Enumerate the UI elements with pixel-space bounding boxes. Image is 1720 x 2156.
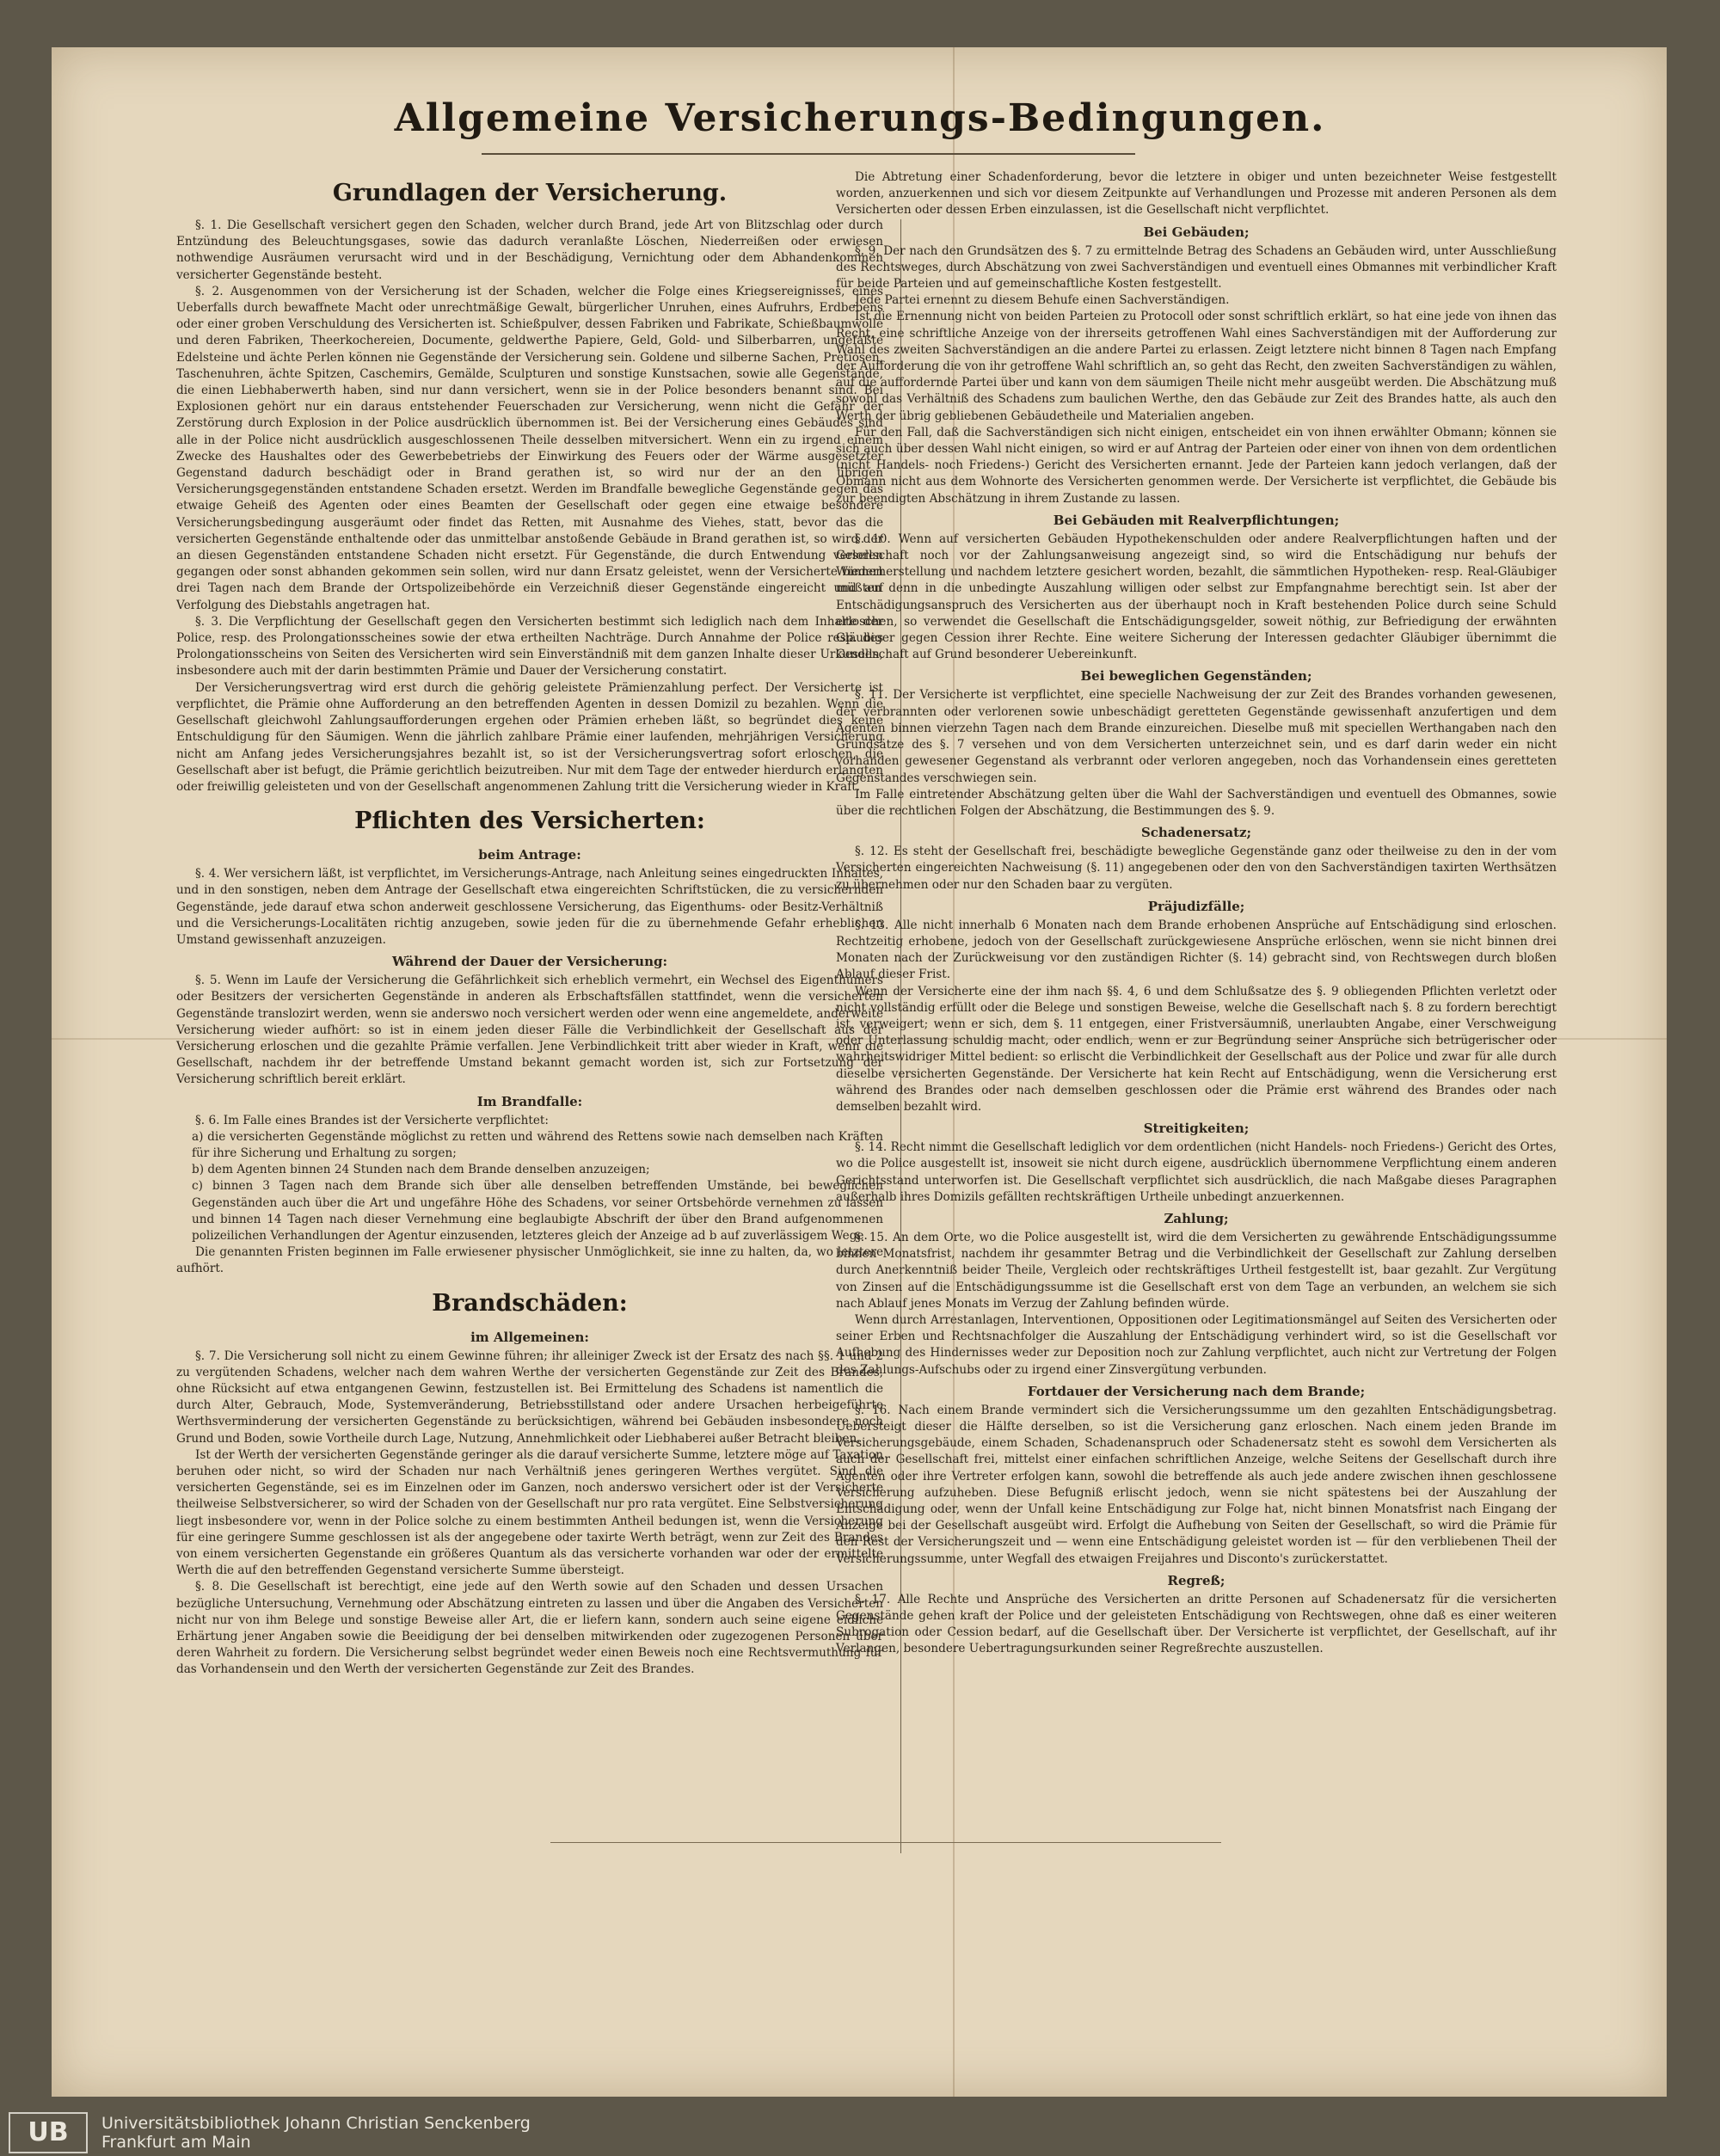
subsection-heading: Bei beweglichen Gegenständen; bbox=[1080, 668, 1312, 685]
section-heading: Grundlagen der Versicherung. bbox=[332, 180, 728, 206]
library-credit bbox=[101, 2114, 531, 2152]
left-column bbox=[176, 168, 883, 1679]
ub-logo: UB bbox=[9, 2112, 88, 2153]
paragraph: §. 12. Es steht der Gesellschaft frei, beschädigte bewegliche Gegenstände ganz oder theilweise zu den in der vom Versicherten eingereichten Nachweisung (§. 11) angegebenen oder den von den Sachverständigen taxirten Werthsätzen zu übernehmen oder nur den Schaden baar zu vergüten. bbox=[836, 845, 1557, 892]
paragraph: Der Versicherungsvertrag wird erst durch die gehörig geleistete Prämienzahlung perfect. Der Versicherte ist verpflichtet, die Prämie ohne Aufforderung an den betreffenden Agenten in dessen Domizil zu bezahlen. Wenn die Gesellschaft gleichwohl Zahlungsaufforderungen ergehen oder Prämien erheben läßt, so begründet dies keine Entschuldigung für den Säumigen. Wenn die jährlich zahlbare Prämie einer laufenden, mehrjährigen Versicherung nicht am Anfang jedes Versicherungsjahres bezahlt ist, so ist der Versicherungsvertrag sofort erloschen, die Gesellschaft aber ist befugt, die Prämie gerichtlich beizutreiben. Nur mit dem Tage der entweder hierdurch erlangten oder freiwillig geleisteten und von der Gesellschaft angenommenen Zahlung tritt die Versicherung wieder in Kraft. bbox=[176, 680, 883, 794]
subsection-heading: beim Antrage: bbox=[478, 847, 581, 863]
paragraph: Im Falle eintretender Abschätzung gelten über die Wahl der Sachverständigen und eventuell des Obmannes, sowie über die rechtlichen Folgen der Abschätzung, die Bestimmungen des §. 9. bbox=[836, 787, 1557, 818]
paragraph: Die genannten Fristen beginnen im Falle erwiesener physischer Unmöglichkeit, sie inne zu halten, da, wo letztere aufhört. bbox=[176, 1245, 883, 1276]
subsection-heading: Bei Gebäuden mit Realverpflichtungen; bbox=[1053, 512, 1340, 528]
section-heading: Pflichten des Versicherten: bbox=[354, 808, 705, 835]
list-item: c) binnen 3 Tagen nach dem Brande sich über alle denselben betreffenden Umstände, bei beweglichen Gegenständen auch über die Art und ungefähre Höhe des Schadens, vor seiner Ortsbehörde vernehmen zu lassen und binnen 14 Tagen nach dieser Vernehmung eine beglaubigte Abschrift der über den Brand aufgenommenen polizeilichen Verhandlungen der Agentur einzusenden, letzteres gleich der Anzeige ad b auf zuverlässigem Wege. bbox=[192, 1179, 883, 1243]
library-name: Universitätsbibliothek Johann Christian Senckenberg bbox=[101, 2114, 531, 2133]
paragraph: §. 8. Die Gesellschaft ist berechtigt, eine jede auf den Werth sowie auf den Schaden und dessen Ursachen bezügliche Untersuchung, Vernehmung oder Abschätzung eintreten zu lassen und über die Angaben des Versicherten nicht nur von ihm Belege und sonstige Beweise aller Art, die er liefern kann, sondern auch seine eigene eidliche Erhärtung jener Angaben sowie die Beeidigung der bei denselben mitwirkenden oder zugezogenen Personen über deren Wahrheit zu fordern. Die Versicherung selbst begründet weder einen Beweis noch eine Rechtsvermuthung für das Vorhandensein und den Werth der versicherten Gegenstände zur Zeit des Brandes. bbox=[176, 1580, 883, 1677]
list-item: b) dem Agenten binnen 24 Stunden nach dem Brande denselben anzuzeigen; bbox=[192, 1163, 650, 1177]
subsection-heading: Zahlung; bbox=[1164, 1210, 1229, 1226]
paragraph: §. 13. Alle nicht innerhalb 6 Monaten nach dem Brande erhobenen Ansprüche auf Entschädigung sind erloschen. Rechtzeitig erhobene, jedoch von der Gesellschaft zurückgewiesene Ansprüche erlöschen, wenn sie nicht binnen drei Monaten nach der Zurückweisung vor den zuständigen Richter (§. 14) gebracht sind, von Rechtswegen durch bloßen Ablauf dieser Frist. bbox=[836, 918, 1557, 982]
paragraph: §. 11. Der Versicherte ist verpflichtet, eine specielle Nachweisung der zur Zeit des Brandes vorhanden gewesenen, der verbrannten oder verlorenen sowie unbeschädigt geretteten Gegenstände gewissenhaft anzufertigen und dem Agenten binnen vierzehn Tagen nach dem Brande einzureichen. Dieselbe muß mit speciellen Werthangaben nach den Grundsätze des §. 7 versehen und von dem Versicherten unterzeichnet sein, und es darf darin weder ein nicht vorhanden gewesener Gegenstand als verbrannt oder verloren angegeben, noch das Vorhandensein eines geretteten Gegenstandes verschwiegen sein. bbox=[836, 688, 1557, 785]
paragraph: Jede Partei ernennt zu diesem Behufe einen Sachverständigen. bbox=[855, 293, 1230, 308]
paragraph: §. 7. Die Versicherung soll nicht zu einem Gewinne führen; ihr alleiniger Zweck ist der Ersatz des nach §§. 1 und 2 zu vergütenden Schadens, welcher nach dem wahren Werthe der versicherten Gegenstände zur Zeit des Brandes, ohne Rücksicht auf etwa entgangenen Gewinn, festzustellen ist. Bei Ermittelung des Schadens ist namentlich die durch Alter, Gebrauch, Mode, Systemveränderung, Betriebsstillstand oder andere Ursachen herbeigeführte Werthsverminderung der versicherten Gegenstände zu berücksichtigen, während bei Gebäuden insbesondere noch Grund und Boden, sowie Vortheile durch Lage, Nutzung, Annehmlichkeit oder Liebhaberei außer Betracht bleiben. bbox=[176, 1348, 883, 1446]
paragraph: §. 16. Nach einem Brande vermindert sich die Versicherungssumme um den gezahlten Entschädigungsbetrag. Uebersteigt dieser die Hälfte derselben, so ist die Versicherung ganz erloschen. Nach einem jeden Brande im Versicherungsgebäude, einem Schaden, Schadenanspruch oder Schadenersatz steht es sowohl dem Versicherten als auch der Gesellschaft frei, mittelst einer einfachen schriftlichen Anzeige, welche Seitens der Gesellschaft durch ihre Agenten oder ihre Vertreter erfolgen kann, sowohl die betreffende als auch jede andere zwischen ihnen geschlossene Versicherung aufzuheben. Diese Befugniß erlischt jedoch, wenn sie nicht spätestens bei der Auszahlung der Entschädigung oder, wenn der Unfall keine Entschädigung zur Folge hat, nicht binnen Monatsfrist nach Eingang der Anzeige bei der Gesellschaft ausgeübt wird. Erfolgt die Aufhebung von Seiten der Gesellschaft, so wird die Prämie für den Rest der Versicherungszeit und — wenn eine Entschädigung geleistet worden ist — für den verbliebenen Theil der Versicherungssumme, unter Wegfall des etwaigen Freijahres und Disconto's zurückerstattet. bbox=[836, 1403, 1557, 1566]
paragraph: §. 10. Wenn auf versicherten Gebäuden Hypothekenschulden oder andere Realverpflichtungen haften und der Gesellschaft noch vor der Zahlungsanweisung angezeigt sind, so wird die Entschädigung nur behufs der Wiederherstellung und nachdem letztere gesichert worden, bezahlt, die sämmtlichen Hypotheken- resp. Real-Gläubiger müßten denn in die unbedingte Auszahlung willigen oder selbst zur Empfangnahme berechtigt sein. Ist aber der Entschädigungsanspruch des Versicherten aus der überhaupt noch in Kraft bestehenden Police durch seine Schuld erloschen, so verwendet die Gesellschaft die Entschädigungsgelder, soweit nöthig, zur Befriedigung der erwähnten Gläubiger gegen Cession ihrer Rechte. Eine weitere Sicherung der Interessen gedachter Gläubiger übernimmt die Gesellschaft auf Grund besonderer Uebereinkunft. bbox=[836, 531, 1557, 662]
paragraph: §. 5. Wenn im Laufe der Versicherung die Gefährlichkeit sich erheblich vermehrt, ein Wechsel des Eigenthümers oder Besitzers der versicherten Gegenstände in anderen als Erbschaftsfällen stattfindet, wenn die versicherten Gegenstände translozirt werden, wenn sie anderswo noch versichert werden oder wenn eine angemeldete, anderweite Versicherung wieder aufhört: so ist in einem jeden dieser Fälle die Verbindlichkeit der Gesellschaft aus der Versicherung erloschen und die gezahlte Prämie verfallen. Jene Verbindlichkeit tritt aber wieder in Kraft, wenn die Gesellschaft, nachdem ihr der betreffende Umstand bekannt gemacht worden ist, sich zur Fortsetzung der Versicherung schriftlich bereit erklärt. bbox=[176, 974, 883, 1087]
end-rule bbox=[550, 1842, 1221, 1843]
paragraph: Wenn der Versicherte eine der ihm nach §§. 4, 6 und dem Schlußsatze des §. 9 obliegenden Pflichten verletzt oder nicht vollständig erfüllt oder die Belege und sonstigen Beweise, welche die Gesellschaft nach §. 8 zu fordern berechtigt ist, verweigert; wenn er sich, dem §. 11 entgegen, einer Fristversäumniß, unerlaubten Angabe, einer Verschweigung oder Unterlassung schuldig macht, oder endlich, wenn er zur Begründung seiner Ansprüche sich betrügerischer oder wahrheitswidriger Mittel bedient: so erlischt die Verbindlichkeit der Gesellschaft aus der Police und zwar für alle durch dieselbe versicherten Gegenstände. Der Versicherte hat kein Recht auf Entschädigung, wenn die Versicherung erst während des Brandes oder nach demselben geschlossen oder die Prämie erst während des Brandes oder nach demselben bezahlt wird. bbox=[836, 984, 1557, 1114]
section-heading: Brandschäden: bbox=[432, 1289, 628, 1317]
obligation-list bbox=[176, 1129, 883, 1244]
paragraph: Die Abtretung einer Schadenforderung, bevor die letztere in obiger und unten bezeichneter Weise festgestellt worden, anzuerkennen und sich vor diesem Zeitpunkte auf Verhandlungen und Prozesse mit anderen Personen als dem Versicherten oder dessen Erben einzulassen, ist die Gesellschaft nicht verpflichtet. bbox=[836, 170, 1557, 218]
subsection-heading: im Allgemeinen: bbox=[470, 1329, 589, 1345]
paragraph: Für den Fall, daß die Sachverständigen sich nicht einigen, entscheidet ein von ihnen erwählter Obmann; können sie sich auch über dessen Wahl nicht einigen, so wird er auf Antrag der Parteien oder einer von ihnen von dem ordentlichen (nicht Handels- noch Friedens-) Gericht des Versicherten ernannt. Jede der Parteien kann jedoch verlangen, daß der Obmann nicht aus dem Wohnorte des Versicherten genommen werde. Der Versicherte ist verpflichtet, die Gebäude bis zur beendigten Abschätzung in ihrem Zustande zu lassen. bbox=[836, 425, 1557, 506]
library-footer bbox=[0, 2105, 1720, 2156]
paragraph: §. 3. Die Verpflichtung der Gesellschaft gegen den Versicherten bestimmt sich lediglich nach dem Inhalte der Police, resp. des Prolongationsscheines sowie der etwa ertheilten Nachträge. Durch Annahme der Police resp. des Prolongationsscheins von Seiten des Versicherten wird sein Einverständniß mit dem ganzen Inhalte dieser Urkunden, insbesondere auch mit der darin bestimmten Prämie und Dauer der Versicherung constatirt. bbox=[176, 614, 883, 679]
right-column bbox=[836, 169, 1557, 1658]
paragraph: Ist die Ernennung nicht von beiden Parteien zu Protocoll oder sonst schriftlich erklärt, so hat eine jede von ihnen das Recht, eine schriftliche Anzeige von der ihrerseits getroffenen Wahl eines Sachverständigen mit der Aufforderung zur Wahl des zweiten Sachverständigen an die andere Partei zu erlassen. Zeigt letztere nicht binnen 8 Tagen nach Empfang der Aufforderung die von ihr getroffene Wahl schriftlich an, so geht das Recht, den zweiten Sachverständigen zu wählen, auf die auffordernde Partei über und kann von dem säumigen Theile nicht mehr ausgeübt werden. Die Abschätzung muß sowohl das Verhältniß des Schadens zum baulichen Werthe, den das Gebäude zur Zeit des Brandes hatte, als auch den Werth der übrig gebliebenen Gebäudetheile und Materialien angeben. bbox=[836, 310, 1557, 423]
title-rule bbox=[482, 153, 1135, 155]
paragraph: §. 4. Wer versichern läßt, ist verpflichtet, im Versicherungs-Antrage, nach Anleitung seines eingedruckten Inhaltes, und in den sonstigen, neben dem Antrage der Gesellschaft etwa eingereichten Schriftstücken, die zu versichernden Gegenstände, jede darauf etwa schon anderweit geschlossene Versicherung, das Eigenthums- oder Besitz-Verhältniß und die Versicherungs-Localitäten richtig anzugeben, sowie jeden für die zu übernehmende Gefahr erheblichen Umstand gewissenhaft anzuzeigen. bbox=[176, 867, 883, 947]
paragraph: Wenn durch Arrestanlagen, Interventionen, Oppositionen oder Legitimationsmängel auf Seiten des Versicherten oder seiner Erben und Rechtsnachfolger die Auszahlung der Entschädigung verhindert wird, so ist die Gesellschaft vor Aufhebung des Hindernisses weder zur Deposition noch zur Zahlung verpflichtet, auch nicht zur Vertretung der Folgen des Zahlungs-Aufschubs oder zu irgend einer Zinsvergütung verbunden. bbox=[836, 1312, 1557, 1377]
subsection-heading: Präjudizfälle; bbox=[1147, 898, 1245, 914]
paragraph: §. 9. Der nach den Grundsätzen des §. 7 zu ermittelnde Betrag des Schadens an Gebäuden wird, unter Ausschließung des Rechtsweges, durch Abschätzung von zwei Sachverständigen und eventuell eines Obmannes mit verbindlicher Kraft für beide Parteien und auf gemeinschaftliche Kosten festgestellt. bbox=[836, 243, 1557, 292]
subsection-heading: Schadenersatz; bbox=[1140, 825, 1252, 841]
subsection-heading: Im Brandfalle: bbox=[476, 1093, 583, 1109]
subsection-heading: Streitigkeiten; bbox=[1143, 1121, 1250, 1137]
paragraph: §. 1. Die Gesellschaft versichert gegen den Schaden, welcher durch Brand, jede Art von Blitzschlag oder durch Entzündung des Beleuchtungsgases, sowie das dadurch veranlaßte Löschen, Niederreißen oder erwiesen nothwendige Ausräumen verursacht wird und in der Beschädigung, Vernichtung oder dem Abhandenkommen versicherter Gegenstände besteht. bbox=[176, 218, 883, 282]
list-item: a) die versicherten Gegenstände möglichst zu retten und während des Rettens sowie nach demselben nach Kräften für ihre Sicherung und Erhaltung zu sorgen; bbox=[192, 1129, 883, 1160]
paragraph: §. 17. Alle Rechte und Ansprüche des Versicherten an dritte Personen auf Schadenersatz für die versicherten Gegenstände gehen kraft der Police und der geleisteten Entschädigung von Rechtswegen, ohne daß es einer weiteren Subrogation oder Cession bedarf, auf die Gesellschaft über. Der Versicherte ist verpflichtet, der Gesellschaft, auf ihr Verlangen, besondere Uebertragungsurkunden seiner Regreßrechte auszustellen. bbox=[836, 1592, 1557, 1656]
paragraph: §. 14. Recht nimmt die Gesellschaft lediglich vor dem ordentlichen (nicht Handels- noch Friedens-) Gericht des Ortes, wo die Police ausgestellt ist, insoweit sie nicht durch eigene, ausdrücklich übernommene Verpflichtung einem anderen Gerichtsstand unterworfen ist. Die Gesellschaft verpflichtet sich ausdrücklich, die nach Maßgabe dieses Paragraphen außerhalb ihres Domizils gefällten rechtskräftigen Urtheile unbedingt anzuerkennen. bbox=[836, 1140, 1557, 1204]
subsection-heading: Regreß; bbox=[1167, 1572, 1226, 1588]
subsection-heading: Fortdauer der Versicherung nach dem Brande; bbox=[1027, 1383, 1366, 1399]
library-location: Frankfurt am Main bbox=[101, 2133, 251, 2152]
paragraph: §. 6. Im Falle eines Brandes ist der Versicherte verpflichtet: bbox=[195, 1113, 549, 1127]
page-title: Allgemeine Versicherungs-Bedingungen. bbox=[394, 96, 1326, 140]
subsection-heading: Während der Dauer der Versicherung: bbox=[391, 954, 668, 970]
subsection-heading: Bei Gebäuden; bbox=[1143, 224, 1250, 240]
paragraph: §. 15. An dem Orte, wo die Police ausgestellt ist, wird die dem Versicherten zu gewährende Entschädigungssumme binnen Monatsfrist, nachdem ihr gesammter Betrag und die Verbindlichkeit der Gesellschaft zur Zahlung derselben durch Anerkenntniß beider Theile, Vergleich oder rechtskräftiges Urtheil festgestellt ist, baar gezahlt. Zur Vergütung von Zinsen auf die Entschädigungssumme ist die Gesellschaft erst von dem Tage an verbunden, an welchem sie sich nach Ablauf jenes Monats im Verzug der Zahlung befinden würde. bbox=[836, 1230, 1557, 1311]
paragraph: §. 2. Ausgenommen von der Versicherung ist der Schaden, welcher die Folge eines Kriegsereignisses, eines Ueberfalls durch bewaffnete Macht oder unrechtmäßige Gewalt, bürgerlicher Unruhen, eines Aufruhrs, Erdbebens oder einer groben Verschuldung des Versicherten ist. Schießpulver, dessen Fabriken und Fabrikate, Schießbaumwolle und deren Fabriken, Theerkochereien, Documente, geldwerthe Papiere, Geld, Gold- und Silberbarren, ungefaßte Edelsteine und ächte Perlen können nie Gegenstände der Versicherung sein. Goldene und silberne Sachen, Pretiosen, Taschenuhren, ächte Spitzen, Caschemirs, Gemälde, Sculpturen und sonstige Kunstsachen, sowie alle Gegenstände, die einen Liebhaberwerth haben, sind nur dann versichert, wenn sie in der Police besonders benannt sind. Bei Explosionen gehört nur ein daraus entstehender Feuerschaden zur Versicherung, wenn nicht die Gefahr der Zerstörung durch Explosion in der Police ausdrücklich übernommen ist. Bei der Versicherung eines Gebäudes sind alle in der Police nicht ausdrücklich ausgeschlossenen Theile desselben mitversichert. Wenn ein zu irgend einem Zwecke des Haushaltes oder des Gewerbebetriebs der Einwirkung des Feuers oder der Wärme ausgesetzter Gegenstand dadurch beschädigt oder in Brand gerathen ist, so wird nur der an den übrigen Versicherungsgegenständen entstandene Schaden ersetzt. Werden im Brandfalle bewegliche Gegenstände gegen das etwaige Geheiß des Agenten oder eines Beamten der Gesellschaft oder gegen eine etwaige besondere Versicherungsbedingung ausgeräumt oder findet das Retten, mit Ausnahme des Viehes, statt, bevor das die versicherten Gegenstände enthaltende oder das unmittelbar anstoßende Gebäude in Brand gerathen ist, so wird der an diesen Gegenständen entstandene Schaden nicht ersetzt. Für Gegenstände, die durch Entwendung verloren gegangen oder sonst abhanden gekommen sein sollen, wird nur dann Ersatz geleistet, wenn der Versicherte binnen drei Tagen nach dem Brande der Ortspolizeibehörde ein Verzeichniß dieser Gegenstände eingereicht und auf Verfolgung des Diebstahls angetragen hat. bbox=[176, 284, 883, 612]
paragraph: Ist der Werth der versicherten Gegenstände geringer als die darauf versicherte Summe, letztere möge auf Taxation beruhen oder nicht, so wird der Schaden nur nach Verhältniß jenes geringeren Werthes vergütet. Sind die versicherten Gegenstände, sei es im Einzelnen oder im Ganzen, noch anderswo versichert oder ist der Versicherte theilweise Selbstversicherer, so wird der Schaden von der Gesellschaft nur pro rata vergütet. Eine Selbstversicherung liegt insbesondere vor, wenn in der Police solche zu einem bestimmten Antheil bedungen ist, wenn die Versicherung für eine geringere Summe geschlossen ist als der angegebene oder taxirte Werth beträgt, wenn zur Zeit des Brandes von einem versicherten Gegenstande ein größeres Quantum als das versicherte vorhanden war oder der ermittelte Werth die auf den betreffenden Gegenstand versicherte Summe übersteigt. bbox=[176, 1447, 883, 1578]
